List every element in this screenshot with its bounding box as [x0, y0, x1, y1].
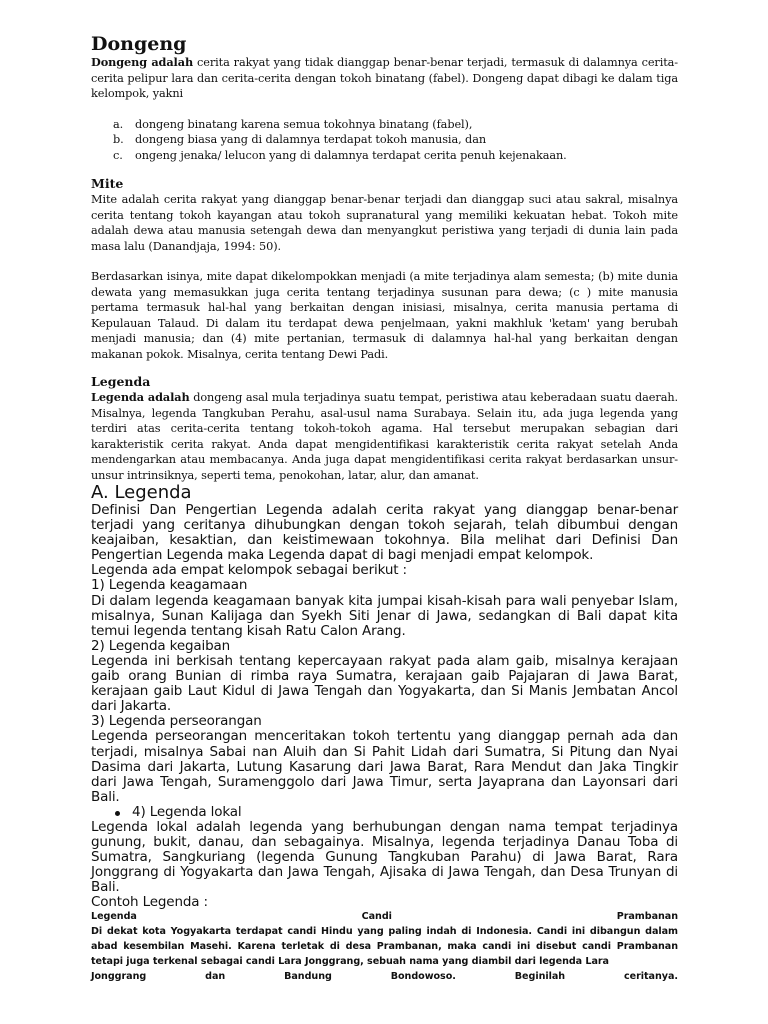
list-item	[91, 117, 678, 133]
list-item	[91, 148, 678, 164]
list-item-text: dongeng biasa yang di dalamnya terdapat tokoh manusia, dan	[135, 133, 487, 146]
section-example	[91, 909, 678, 984]
example-body: Di dekat kota Yogyakarta terdapat candi Hindu yang paling indah di Indonesia. Candi ini dibangun dalam abad kesembilan Masehi. Karena terletak di desa Prambanan, maka candi ini disebut candi Prambanan tetapi juga terkenal sebagai candi Lara Jonggrang, sebuah nama yang diambil dari legenda Lara	[91, 926, 678, 967]
type-heading-lokal-text: 4) Legenda lokal	[132, 803, 242, 820]
example-title-word: Legenda	[91, 911, 137, 922]
legenda-intro-text: dongeng asal mula terjadinya suatu tempat, peristiwa atau keberadaan suatu daerah. Misalnya, legenda Tangkuban Perahu, asal-usul nama Surabaya. Selain itu, ada juga legenda yang terdiri atas cerita-cerita tentang tokoh-tokoh agama. Hal tersebut merupakan sebagian dari karakteristik cerita rakyat. Anda dapat mengidentifikasi karakteristik cerita rakyat setelah Anda mendengarkan atau membacanya. Anda juga dapat mengidentifikasi cerita rakyat berdasarkan unsur-unsur intrinsiknya, seperti tema, penokohan, latar, alur, dan amanat.	[91, 391, 678, 482]
section-a-legenda	[91, 483, 678, 911]
mite-paragraph-1: Mite adalah cerita rakyat yang dianggap benar-benar terjadi dan dianggap suci atau sakral, misalnya cerita tentang tokoh kayangan atau tokoh supranatural yang memiliki kekuatan hebat. Tokoh mite adalah dewa atau manusia setengah dewa dan menyangkut peristiwa yang terjadi di dunia lain pada masa lalu (Danandjaja, 1994: 50).	[91, 193, 678, 253]
list-marker: a.	[113, 117, 124, 131]
example-last-word: ceritanya.	[624, 971, 678, 982]
section-dongeng	[91, 33, 678, 163]
example-heading: Contoh Legenda :	[91, 894, 208, 911]
section-title-dongeng: Dongeng	[91, 33, 187, 55]
list-marker: b.	[113, 133, 124, 146]
legenda-intro	[91, 390, 678, 483]
type-body-perseorangan: Legenda perseorangan menceritakan tokoh tertentu yang dianggap pernah ada dan terjadi, misalnya Sabai nan Aluih dan Si Pahit Lidah dari Sumatra, Si Pitung dan Nyai Dasima dari Jakarta, Lutung Kasarung dari Jawa Barat, Rara Mendut dan Jaka Tingkir dari Jawa Tengah, Suramenggolo dari Jawa Timur, serta Jayaprana dan Layonsari dari Bali.	[91, 728, 678, 805]
example-title	[91, 909, 678, 924]
bullet-icon	[115, 811, 120, 816]
section-legenda	[91, 374, 678, 483]
type-body-lokal: Legenda lokal adalah legenda yang berhubungan dengan nama tempat terjadinya gunung, bukit, danau, dan sebagainya. Misalnya, legenda terjadinya Danau Toba di Sumatra, Sangkuriang (legenda Gunung Tangkuban Parahu) di Jawa Barat, Rara Jonggrang di Yogyakarta dan Jawa Tengah, Ajisaka di Jawa Tengah, dan Desa Trunyan di Bali.	[91, 818, 678, 896]
example-last-line	[91, 969, 678, 984]
example-last-word: Beginilah	[514, 971, 566, 982]
mite-paragraph-2: Berdasarkan isinya, mite dapat dikelompokkan menjadi (a mite terjadinya alam semesta; (b) mite dunia dewata yang memasukkan juga cerita tentang terjadinya susunan para dewa; (c ) mite manusia pertama termasuk hal-hal yang berkaitan dengan inisiasi, misalnya, cerita manusia pertama di Kepulauan Talaud. Di dalam itu terdapat dewa penjelmaan, yakni makhluk 'ketam' yang berubah menjadi manusia; dan (4) mite pertanian, termasuk di dalamnya hal-hal yang berkaitan dengan makanan pokok. Misalnya, cerita tentang Dewi Padi.	[91, 270, 678, 361]
type-heading-lokal	[91, 805, 678, 820]
example-last-word: Bandung	[284, 971, 332, 982]
type-body-keagamaan: Di dalam legenda keagamaan banyak kita jumpai kisah-kisah para wali penyebar Islam, misalnya, Sunan Kalijaga dan Syekh Siti Jenar di Jawa, sedangkan di Bali dapat kita temui legenda tentang kisah Ratu Calon Arang.	[91, 592, 678, 639]
dongeng-intro	[91, 55, 678, 102]
type-heading-kegaiban: 2) Legenda kegaiban	[91, 637, 231, 654]
example-last-word: Bondowoso.	[390, 971, 456, 982]
section-title-legenda: Legenda	[91, 374, 151, 389]
legenda-intro-bold: Legenda adalah	[91, 390, 190, 404]
dongeng-intro-text: cerita rakyat yang tidak dianggap benar-benar terjadi, termasuk di dalamnya cerita-cerita pelipur lara dan cerita-cerita dengan tokoh binatang (fabel). Dongeng dapat dibagi ke dalam tiga kelompok, yakni	[91, 56, 679, 100]
example-title-word: Prambanan	[616, 911, 678, 922]
list-marker: c.	[113, 148, 123, 162]
type-heading-keagamaan: 1) Legenda keagamaan	[91, 577, 248, 594]
example-title-word: Candi	[361, 911, 392, 922]
dongeng-list	[91, 117, 678, 164]
list-item-text: ongeng jenaka/ lelucon yang di dalamnya terdapat cerita penuh kejenakaan.	[135, 148, 567, 162]
section-title-a-legenda: A. Legenda	[91, 482, 192, 503]
example-last-word: Jonggrang	[91, 971, 147, 982]
section-title-mite: Mite	[91, 176, 124, 191]
legenda-definition: Definisi Dan Pengertian Legenda adalah cerita rakyat yang dianggap benar-benar terjadi yang ceritanya dihubungkan dengan tokoh sejarah, telah dibumbui dengan keajaiban, kesaktian, dan keistimewaan tokohnya. Bila melihat dari Definisi Dan Pengertian Legenda maka Legenda dapat di bagi menjadi empat kelompok.	[91, 502, 678, 564]
legenda-types-intro: Legenda ada empat kelompok sebagai berikut :	[91, 562, 407, 579]
dongeng-intro-bold: Dongeng adalah	[91, 55, 194, 69]
list-item-text: dongeng binatang karena semua tokohnya binatang (fabel),	[135, 117, 473, 131]
example-last-word: dan	[205, 971, 226, 982]
type-body-kegaiban: Legenda ini berkisah tentang kepercayaan rakyat pada alam gaib, misalnya kerajaan gaib orang Bunian di rimba raya Sumatra, kerajaan gaib Pajajaran di Jawa Barat, kerajaan gaib Laut Kidul di Jawa Tengah dan Yogyakarta, dan Si Manis Jembatan Ancol dari Jakarta.	[91, 652, 678, 715]
section-mite	[91, 176, 678, 362]
list-item	[91, 132, 678, 148]
type-heading-perseorangan: 3) Legenda perseorangan	[91, 713, 262, 730]
